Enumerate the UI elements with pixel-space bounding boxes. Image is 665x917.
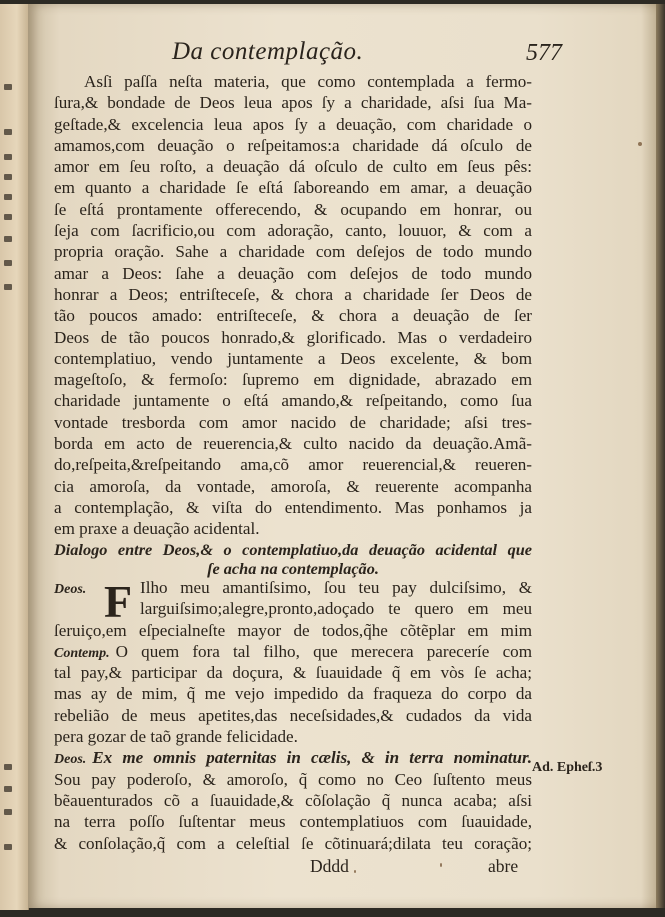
text-line (54, 641, 532, 662)
ink-fragment (4, 764, 12, 770)
text-line: ſeruiço,em eſpecialneſte mayor de todos,q̃he cõtẽplar em mim (54, 620, 532, 640)
facing-page-edge (0, 4, 29, 910)
dialogue-heading-line: ſe acha na contemplação. (207, 559, 379, 578)
text-line: a contemplação, & viſta do entendimento. Mas ponhamos ja (54, 497, 532, 517)
running-head (172, 38, 562, 72)
text-line: em praxe a deuação acidental. (54, 519, 260, 539)
text-line: rebelião de meus apetites,das neceſsidades,& cudados da vida (54, 705, 532, 725)
text-line: do,reſpeita,&reſpeitando ama,cõ amor reuerencial,& reueren- (54, 455, 532, 475)
text-line: borda em acto de reuerencia,& culto nacido da deuação.Amã- (54, 434, 532, 454)
ink-fragment (4, 786, 12, 792)
text-line: amor em ſeu roſto, a deuação dá oſculo de culto em ſeus pês: (54, 157, 532, 177)
text-line: mageſtoſo, & fermoſo: ſupremo em dignidade, abrazado em (54, 370, 532, 390)
text-line: pera gozar de taõ grande felicidade. (54, 727, 298, 747)
text-line: propria oração. Sahe a charidade com deſejos de todo mundo (54, 242, 532, 262)
text-line: Asſi paſſa neſta materia, que como contemplada a fermo- (84, 72, 532, 91)
ink-fragment (4, 129, 12, 135)
text-line: amamos,com deuação o reſpeitamos:a charidade dá oſculo de (54, 135, 532, 155)
text-line: tal pay,& participar da doçura, & ſuauidade q̃ em vòs ſe acha; (54, 663, 532, 683)
dialogue-heading (54, 540, 532, 578)
ink-fragment (4, 214, 12, 220)
text-line: na terra poſſo ſuſtentar meus contemplatiuos com ſuauidade, (54, 812, 532, 832)
text-line: ſeja com ſacrificio,ou com adoração, canto, louuor, & com a (54, 221, 532, 241)
text-line: contemplatiuo, vendo juntamente a Deos excelente, & bom (54, 348, 532, 368)
ink-fragment (4, 194, 12, 200)
speech-deos-2 (54, 747, 532, 853)
speech-contemp (54, 641, 532, 747)
ink-fragment (4, 174, 12, 180)
text-line: geſtade,& excelencia leua apos ſy a deuação, com charidade o (54, 114, 532, 134)
speaker-label: Deos. (54, 582, 87, 597)
text-line (54, 747, 532, 768)
text-line: ſe eſtá prontamente offerecendo, & ocupando em honrar, ou (54, 199, 532, 219)
text-line: Deos de tão poucos honrado,& glorificado. Mas o verdadeiro (54, 327, 532, 347)
ink-fragment (4, 84, 12, 90)
catchword: abre (488, 856, 519, 876)
text-line: em quanto a charidade ſe eſtá ſaboreando em amar, a deuação (54, 178, 532, 198)
text-line: & conſolação,q̃ com a celeſtial ſe cõtinuará;dilata teu coração; (54, 833, 532, 853)
text-line: vontade tresborda com amor nacido de charidade; aſsi tres- (54, 412, 532, 432)
running-head-title: Da contemplação. (172, 38, 364, 65)
ink-fragment (4, 260, 12, 266)
speech-text: Ilho meu amantiſsimo, ſou teu pay dulciſsimo, & (140, 578, 532, 597)
marginal-note: Ad. Epheſ.3 (532, 760, 603, 775)
body-paragraph (54, 71, 532, 540)
ink-fragment (4, 844, 12, 850)
drop-cap: F (104, 576, 133, 627)
speech-deos-1 (54, 577, 532, 641)
text-line: ſura,& bondade de Deos leua apos ſy a charidade, aſsi ſua Ma- (54, 93, 532, 113)
ink-fragment (4, 284, 12, 290)
ink-fragment (4, 154, 12, 160)
foxing-spot (354, 870, 356, 873)
foxing-spot (638, 142, 642, 146)
text-line: cia amoroſa, da vontade, amoroſa, & reuerente acompanha (54, 476, 532, 496)
ink-fragment (4, 809, 12, 815)
signature-mark: Dddd (310, 856, 349, 876)
speaker-label: Deos. (54, 752, 87, 768)
dialogue-heading-line: Dialogo entre Deos,& o contemplatiuo,da deuação acidental que (54, 540, 532, 559)
text-line: charidade juntamente o eſtá amando,& reſpeitando, como ſua (54, 391, 532, 411)
page-number: 577 (526, 40, 562, 66)
text-line: larguiſsimo;alegre,pronto,adoçado te quero em meu (140, 599, 532, 619)
page-right-edge (656, 4, 665, 908)
text-line: bẽauenturados cõ a ſuauidade,& cõſolação q̃ nunca acaba; aſsi (54, 790, 532, 810)
latin-quotation: Ex me omnis paternitas in cælis, & in terra nominatur. (92, 748, 532, 768)
text-line: mas ay de mim, q̃ me vejo impedido da fraqueza do corpo da (54, 684, 532, 704)
ink-fragment (4, 236, 12, 242)
speech-text: O quem fora tal filho, que merecera pareceríe com (115, 641, 532, 661)
foxing-spot (440, 863, 442, 867)
text-line: amar a Deos: ſahe a deuação com deſejos de todo mundo (54, 263, 532, 283)
text-line: tão poucos amado: entriſteceſe, & chora a deuação de ſer (54, 306, 532, 326)
text-line: Sou pay poderoſo, & amoroſo, q̃ como no Ceo ſuſtento meus (54, 769, 532, 789)
text-line: honrar a Deos; entriſtecеſe, & chora a charidade ſer Deos de (54, 284, 532, 304)
speaker-label: Contemp. (54, 645, 110, 661)
